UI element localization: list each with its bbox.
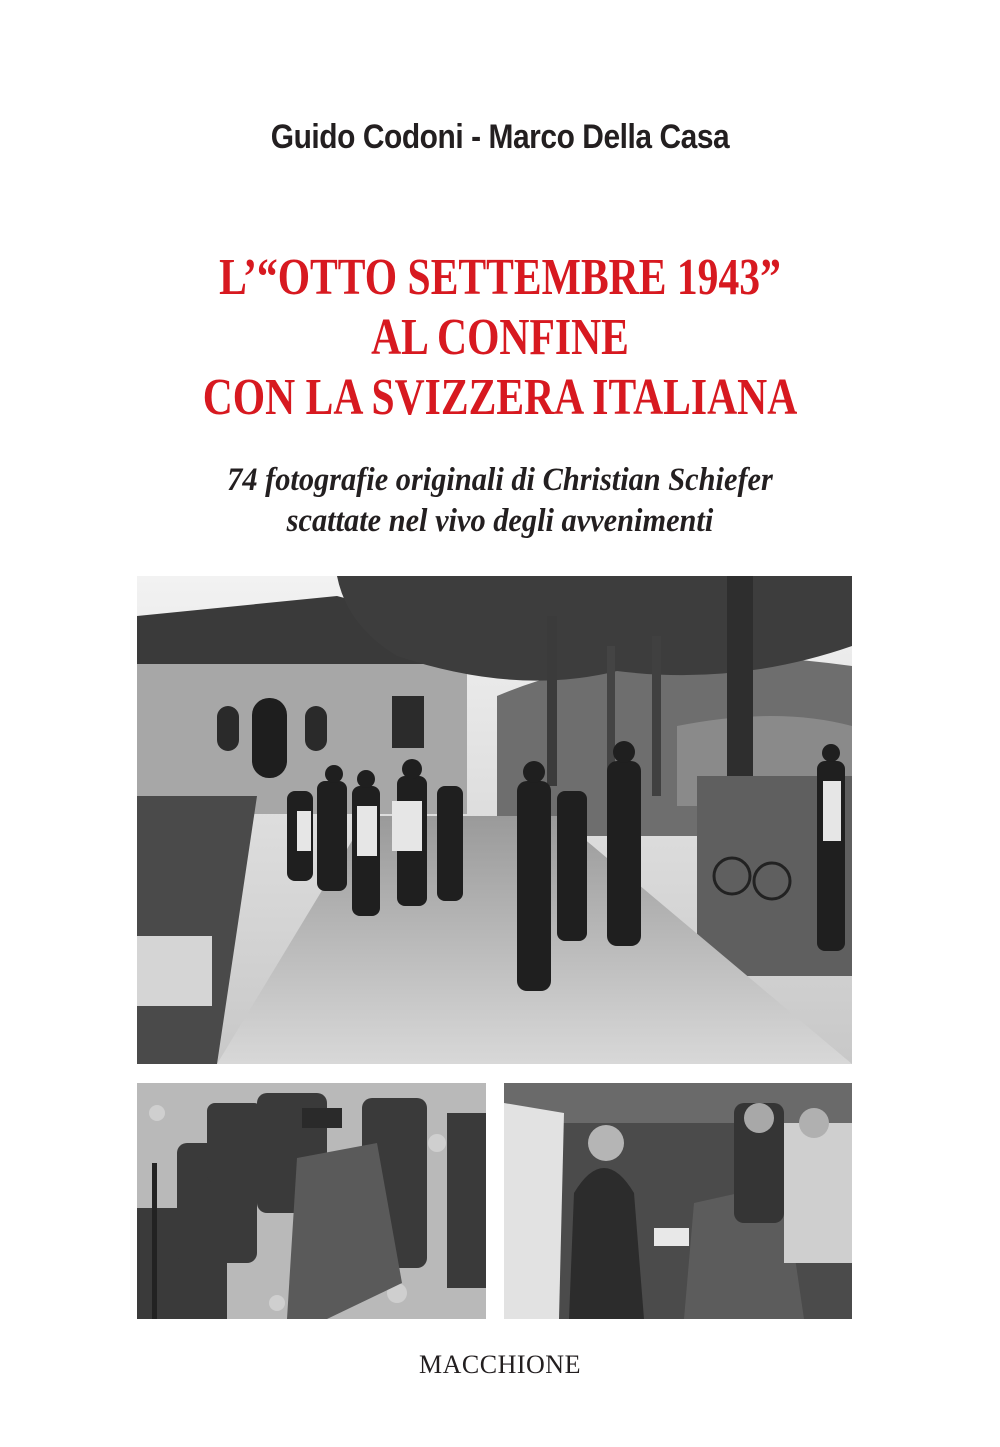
- publisher-name: MACCHIONE: [419, 1350, 581, 1379]
- main-photo: [137, 576, 852, 1064]
- photo-scene-money-exchange: [504, 1083, 852, 1319]
- title-line-1: L’“OTTO SETTEMBRE 1943”: [219, 249, 781, 306]
- title-line-2: AL CONFINE: [371, 309, 629, 366]
- subtitle-line-1: 74 fotografie originali di Christian Schiefer: [227, 462, 773, 498]
- title-line-3: CON LA SVIZZERA ITALIANA: [202, 369, 798, 426]
- book-title: [100, 248, 900, 428]
- photo-scene-soldiers: [137, 1083, 486, 1319]
- bottom-right-photo: [504, 1083, 852, 1319]
- photo-scene-refugees-road: [137, 576, 852, 1064]
- subtitle: [40, 460, 960, 542]
- bottom-left-photo: [137, 1083, 486, 1319]
- subtitle-line-2: scattate nel vivo degli avvenimenti: [286, 503, 714, 539]
- authors: Guido Codoni - Marco Della Casa: [270, 118, 730, 156]
